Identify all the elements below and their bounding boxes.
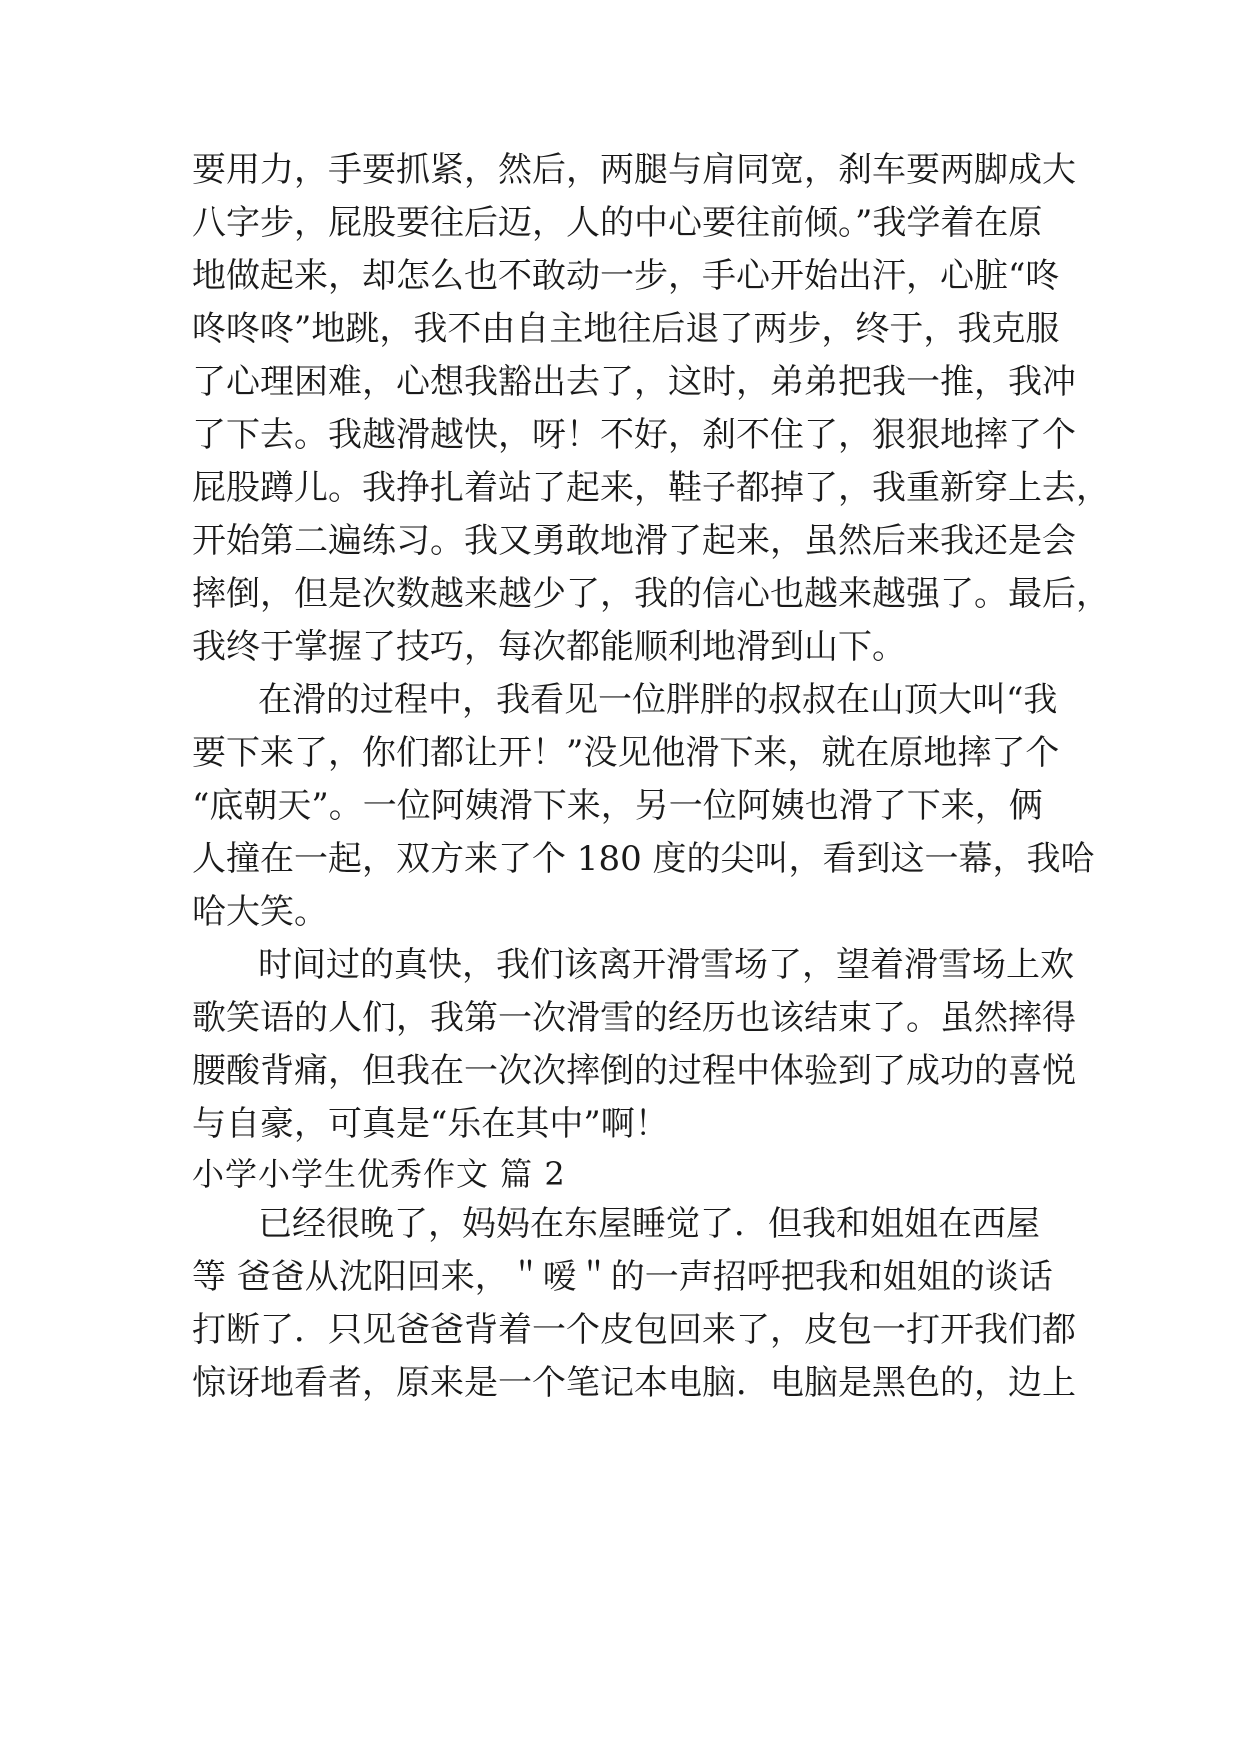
text-line: “底朝天”。一位阿姨滑下来，另一位阿姨也滑了下来，俩 [192, 786, 1043, 826]
text-line: 与自豪，可真是“乐在其中”啊！ [192, 1104, 669, 1144]
text-line: 打断了．只见爸爸背着一个皮包回来了，皮包一打开我们都 [192, 1310, 1076, 1350]
paragraph-start-line: 在滑的过程中，我看见一位胖胖的叔叔在山顶大叫“我 [258, 680, 1058, 720]
text-line: 开始第二遍练习。我又勇敢地滑了起来，虽然后来我还是会 [192, 521, 1076, 561]
text-line: 地做起来，却怎么也不敢动一步，手心开始出汗，心脏“咚 [192, 256, 1060, 296]
text-line: 摔倒，但是次数越来越少了，我的信心也越来越强了。最后， [192, 574, 1110, 614]
section-heading: 小学小学生优秀作文 篇 2 [192, 1155, 566, 1193]
text-line: 人撞在一起，双方来了个 180 度的尖叫，看到这一幕，我哈 [192, 839, 1095, 879]
text-line: 了下去。我越滑越快，呀！不好，刹不住了，狠狠地摔了个 [192, 415, 1076, 455]
paragraph-start-line: 已经很晚了，妈妈在东屋睡觉了．但我和姐姐在西屋 [258, 1204, 1040, 1244]
text-line: 要用力，手要抓紧，然后，两腿与肩同宽，刹车要两脚成大 [192, 150, 1076, 190]
text-line: 咚咚咚”地跳，我不由自主地往后退了两步，终于，我克服 [192, 309, 1060, 349]
paragraph-start-line: 时间过的真快，我们该离开滑雪场了，望着滑雪场上欢 [258, 945, 1074, 985]
text-line: 屁股蹲儿。我挣扎着站了起来，鞋子都掉了，我重新穿上去， [192, 468, 1110, 508]
text-line: 腰酸背痛，但我在一次次摔倒的过程中体验到了成功的喜悦 [192, 1051, 1076, 1091]
text-line: 哈大笑。 [192, 892, 328, 932]
text-line: 八字步，屁股要往后迈，人的中心要往前倾。”我学着在原 [192, 203, 1043, 243]
text-line: 要下来了，你们都让开！”没见他滑下来，就在原地摔了个 [192, 733, 1060, 773]
text-line: 了心理困难，心想我豁出去了，这时，弟弟把我一推，我冲 [192, 362, 1076, 402]
text-line: 我终于掌握了技巧，每次都能顺利地滑到山下。 [192, 627, 906, 667]
text-line: 歌笑语的人们，我第一次滑雪的经历也该结束了。虽然摔得 [192, 998, 1076, 1038]
text-line: 等 爸爸从沈阳回来，＂嗳＂的一声招呼把我和姐姐的谈话 [192, 1257, 1053, 1297]
text-line: 惊讶地看者，原来是一个笔记本电脑．电脑是黑色的，边上 [192, 1363, 1076, 1403]
